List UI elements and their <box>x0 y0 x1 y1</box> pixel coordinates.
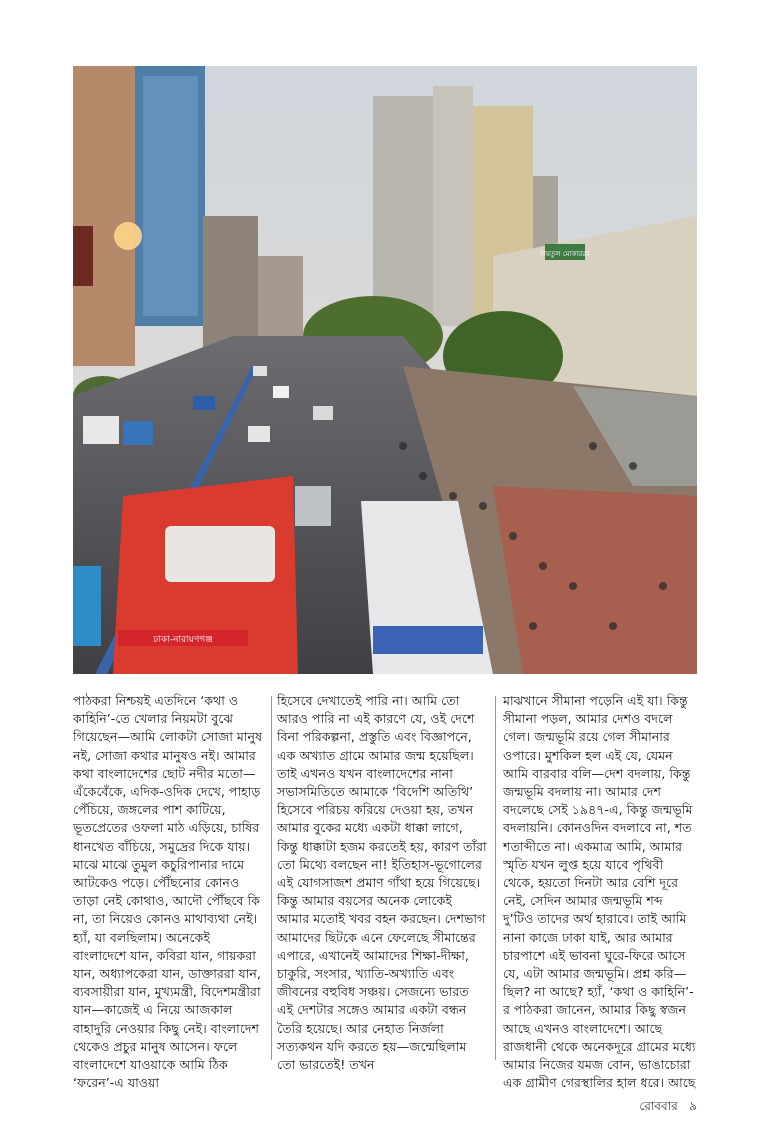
column-divider <box>495 696 496 1060</box>
page-number: ৯ <box>689 1099 697 1113</box>
building-sign: বায়তুল মোকাররম <box>539 250 591 258</box>
street-photo-icon <box>73 66 697 674</box>
page-folio <box>639 1098 697 1118</box>
article-column-2: হিসেবে দেখাতেই পারি না। আমি তো আরও পারি না এই কারণে যে, ওই দেশে বিনা পরিকল্পনা, প্রস্তুতি এবং বিজ্ঞাপনে, এক অখ্যাত গ্রামে আমার জন্ম হয়েছিল। তাই এখনও যখন বাংলাদেশের নানা সভাসমিতিতে আমাকে ‘বিদেশি অতিথি’ হিসেবে পরিচয় করিয়ে দেওয়া হয়, তখন আমার বুকের মধ্যে একটা ধাক্কা লাগে, কিন্তু ধাক্কাটা হজম করতেই হয়, কারণ তাঁরা তো মিথ্যে বলছেন না! ইতিহাস-ভূগোলের এই যোগসাজশ প্রমাণ গাঁথা হয়ে গিয়েছে। কিন্তু আমার বয়সের অনেক লোকেই আমার মতোই খবর বহন করছেন। দেশভাগ আমাদের ছিটকে এনে ফেলেছে সীমান্তের এপারে, এখানেই আমাদের শিক্ষা-দীক্ষা, চাকুরি, সংসার, খ্যাতি-অখ্যাতি এবং জীবনের বহুবিধ সঞ্চয়। সেজন্যে ভারত এই দেশটার সঙ্গেও আমার একটা বন্ধন তৈরি হয়েছে। আর নেহাত নির্জলা সত্যকথন যদি করতে হয়—জন্মেছিলাম তো ভারতেই! তখন <box>277 693 487 1073</box>
article-column-1: পাঠকরা নিশ্চয়ই এতদিনে ‘কথা ও কাহিনি’-তে খেলার নিয়মটা বুঝে গিয়েছেন—আমি লোকটা সোজা মানুষ নই, সোজা কথার মানুষও নই। আমার কথা বাংলাদেশের ছোট নদীর মতো—এঁকেবেঁকে, এদিক-ওদিক দেখে, পাহাড় পেঁচিয়ে, জঙ্গলের পাশ কাটিয়ে, ভূতপ্রেতের ওফলা মাঠ এড়িয়ে, চাষির ধানখেত বাঁচিয়ে, সমুদ্রের দিকে যায়। মাঝে মাঝে তুমুল কচুরিপানার দামে আটকেও পড়ে। পৌঁছনোর কোনও তাড়া নেই কোথাও, আদৌ পৌঁছবে কি না, তা নিয়েও কোনও মাথাব্যথা নেই। হ্যাঁ, যা বলছিলাম। অনেকেই বাংলাদেশে যান, কবিরা যান, গায়করা যান, অধ্যাপকেরা যান, ডাক্তাররা যান, ব্যবসায়ীরা যান, মুখ্যমন্ত্রী, বিদেশমন্ত্রীরা যান—কাজেই এ নিয়ে আজকাল বাহাদুরি নেওয়ার কিছু নেই। বাংলাদেশ থেকেও প্রচুর মানুষ আসেন। ফলে বাংলাদেশে যাওয়াকে আমি ঠিক ‘ফরেন’-এ যাওয়া <box>73 693 263 1091</box>
street-photo <box>73 66 697 674</box>
bus-sign: ঢাকা-নারায়ণগঞ্জ <box>153 635 213 645</box>
article-column-3: মাঝখানে সীমানা পড়েনি এই যা। কিন্তু সীমানা পড়ল, আমার দেশও বদলে গেল। জন্মভূমি রয়ে গেল সীমানার ওপারে। মুশকিল হল এই যে, যেমন আমি বারবার বলি—দেশ বদলায়, কিন্তু জন্মভূমি বদলায় না। আমার দেশ বদলেছে সেই ১৯৪৭-এ, কিন্তু জন্মভূমি বদলায়নি। কোনওদিন বদলাবে না, শত শতাব্দীতে না। একমাত্র আমি, আমার স্মৃতি যখন লুপ্ত হয়ে যাবে পৃথিবী থেকে, হয়তো দিনটা আর বেশি দূরে নেই, সেদিন আমার জন্মভূমি শব্দ দু’টিও তাদের অর্থ হারাবে। তাই আমি নানা কাজে ঢাকা যাই, আর আমার চারপাশে এই ভাবনা ঘুরে-ফিরে আসে যে, এটা আমার জন্মভূমি। প্রশ্ন করি—ছিল? না আছে? হ্যাঁ, ‘কথা ও কাহিনি’-র পাঠকরা জানেন, আমার কিছু স্বজন আছে এখনও বাংলাদেশে। আছে রাজধানী থেকে অনেকদূরে গ্রামের মধ্যে আমার নিজের যমজ বোন, ভাঙাচোরা এক গ্রামীণ গেরস্থালির হাল ধরে। আছে <box>503 693 696 1091</box>
column-divider <box>271 696 272 1060</box>
magazine-name: রোববার <box>639 1099 678 1113</box>
